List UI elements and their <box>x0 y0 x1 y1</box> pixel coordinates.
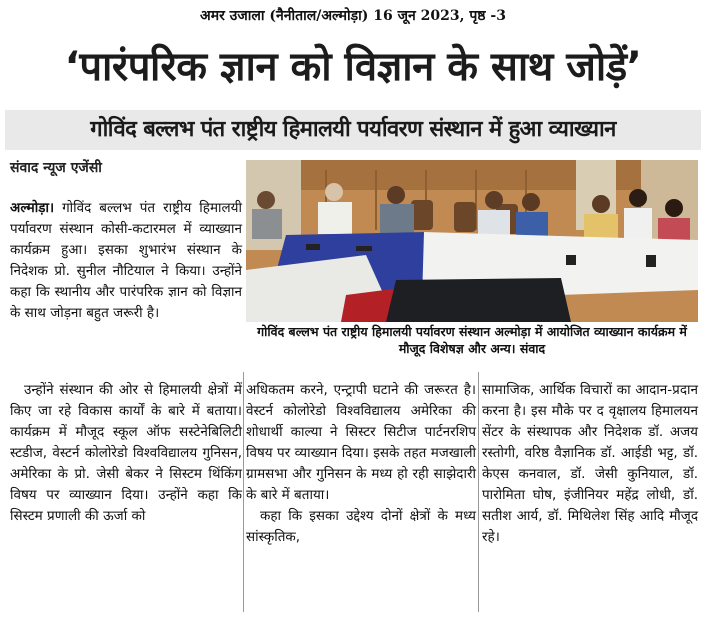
article-paragraph-1 <box>10 198 242 324</box>
article-paragraph-2: उन्होंने संस्थान की ओर से हिमालयी क्षेत्रों में किए जा रहे विकास कार्यों के बारे में बताया। कार्यक्रम में मौजूद स्कूल ऑफ सस्टेनेबिलिटी स्टडीज, वेस्टर्न कोलोरेडो विश्वविद्यालय गुनिसन, अमेरिका के प्रो. जेसी बेकर ने सिस्टम थिंकिंग विषय पर व्याख्यान दिया। उन्होंने कहा कि सिस्टम प्रणाली की ऊर्जा को <box>10 382 242 524</box>
dateline-place: अल्मोड़ा। <box>10 200 55 216</box>
article-paragraph-3: अधिकतम करने, एन्ट्रापी घटाने की जरूरत है। वेस्टर्न कोलोरेडो विश्वविद्यालय अमेरिका की शोधार्थी काल्या ने सिस्टर सिटीज पार्टनरशिप विषय पर व्याख्यान दिया। इसके तहत मजखाली ग्रामसभा और गुनिसन के मध्य हो रही साझेदारी के बारे में बताया। <box>246 382 476 503</box>
article-column-3 <box>482 380 698 548</box>
article-column-2 <box>246 380 476 548</box>
column-divider <box>478 372 479 612</box>
dateline: अमर उजाला (नैनीताल/अल्मोड़ा) 16 जून 2023, पृष्ठ -3 <box>200 8 506 24</box>
article-column-1-top <box>10 198 242 324</box>
photo-caption: गोविंद बल्लभ पंत राष्ट्रीय हिमालयी पर्यावरण संस्थान अल्मोड़ा में आयोजित व्याख्यान कार्यक्रम में मौजूद विशेषज्ञ और अन्य। संवाद <box>257 324 687 356</box>
column-divider <box>243 372 244 612</box>
article-paragraph-5: सामाजिक, आर्थिक विचारों का आदान-प्रदान करना है। इस मौके पर द वृक्षालय हिमालयन सेंटर के संस्थापक और निदेशक डॉ. अजय रस्तोगी, वरिष्ठ वैज्ञानिक डॉ. आईडी भट्ट, डॉ. केएस कनवाल, डॉ. जेसी कुनियाल, डॉ. पारोमिता घोष, इंजीनियर महेंद्र लोधी, डॉ. सतीश आर्य, डॉ. मिथिलेश सिंह आदि मौजूद रहे। <box>482 382 698 545</box>
byline: संवाद न्यूज एजेंसी <box>10 160 102 176</box>
news-photo <box>246 160 698 322</box>
headline: ‘पारंपरिक ज्ञान को विज्ञान के साथ जोड़ें’ <box>64 44 642 90</box>
article-paragraph-4: कहा कि इसका उद्देश्य दोनों क्षेत्रों के मध्य सांस्कृतिक, <box>246 508 476 545</box>
conference-room-photo <box>246 160 698 322</box>
subheadline: गोविंद बल्लभ पंत राष्ट्रीय हिमालयी पर्यावरण संस्थान में हुआ व्याख्यान <box>90 117 616 142</box>
article-column-1-bottom <box>10 380 242 527</box>
paragraph-1-text: गोविंद बल्लभ पंत राष्ट्रीय हिमालयी पर्यावरण संस्थान कोसी-कटारमल में व्याख्यान कार्यक्रम हुआ। इसका शुभारंभ संस्थान के निदेशक प्रो. सुनील नौटियाल ने किया। उन्होंने कहा कि स्थानीय और पारंपरिक ज्ञान को विज्ञान के साथ जोड़ना बहुत जरूरी है। <box>10 200 242 321</box>
